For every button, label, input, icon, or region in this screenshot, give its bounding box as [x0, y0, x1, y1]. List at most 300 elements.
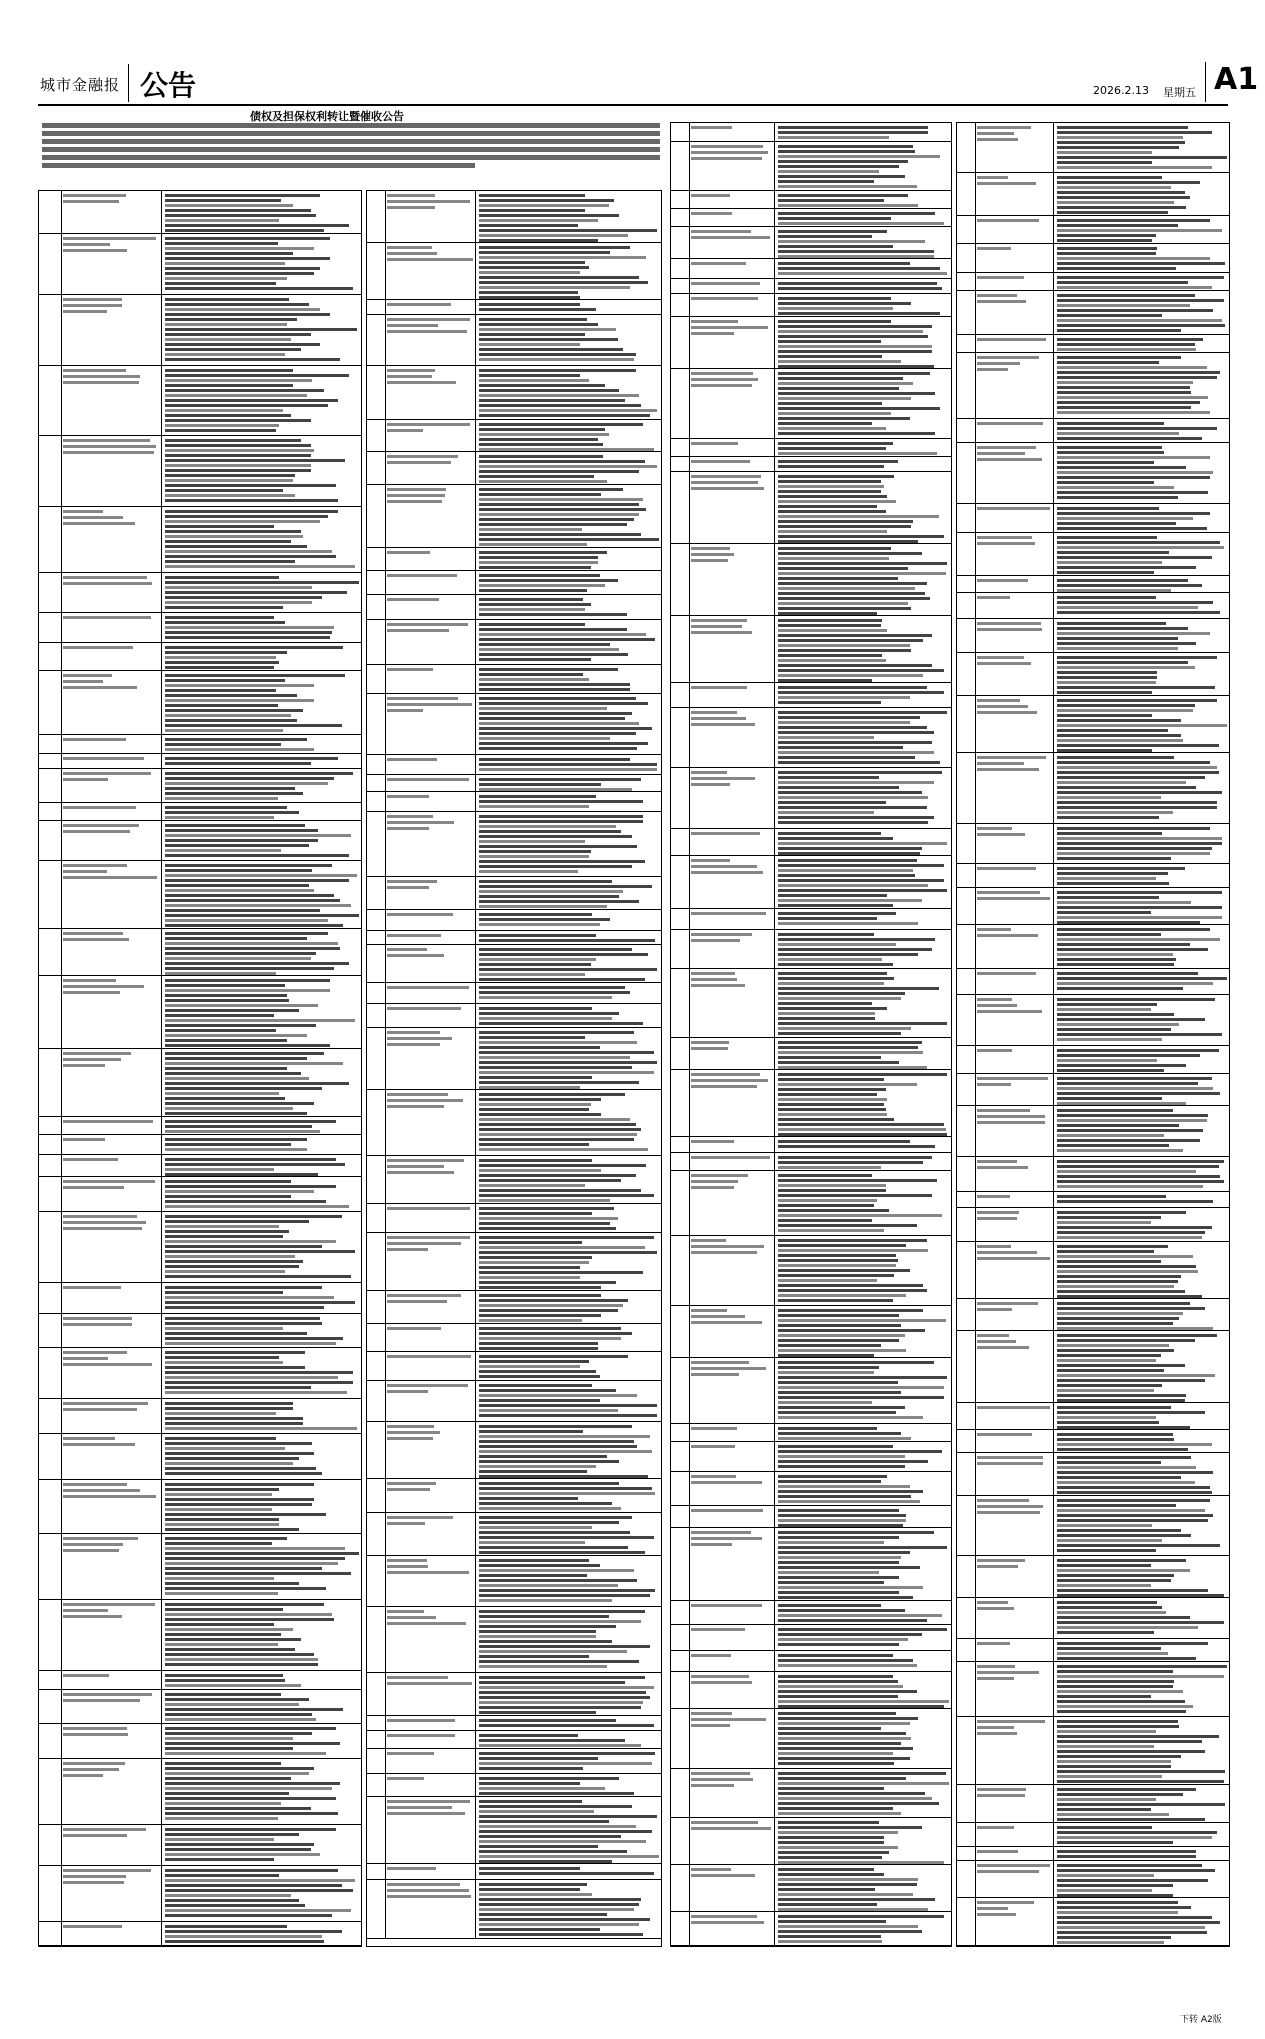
issue-date: 2026.2.13 [1093, 84, 1149, 97]
fine-print-line [778, 659, 886, 662]
fine-print-line [63, 1834, 127, 1837]
guarantee-cell [1055, 696, 1229, 752]
fine-print-line [1057, 1574, 1174, 1577]
row-index-cell [367, 1204, 386, 1232]
fine-print-line [387, 252, 437, 255]
fine-print-line [977, 998, 1012, 1001]
row-index-cell [39, 1314, 62, 1347]
fine-print-line [778, 1179, 937, 1182]
fine-print-line [778, 1531, 934, 1534]
row-index-cell [671, 142, 690, 190]
fine-print-line [165, 287, 353, 290]
table-row [957, 504, 1229, 533]
fine-print-line [778, 267, 940, 270]
guarantee-cell [163, 1177, 361, 1211]
guarantee-cell [776, 294, 951, 316]
fine-print-line [691, 1543, 732, 1546]
fine-print-line [977, 628, 1042, 631]
fine-print-line [165, 1547, 345, 1550]
fine-print-line [1057, 1018, 1205, 1021]
fine-print-line [165, 444, 311, 447]
fine-print-line [479, 428, 605, 431]
fine-print-line [479, 266, 589, 269]
fine-print-line [479, 1923, 639, 1926]
fine-print-line [778, 1685, 903, 1688]
fine-print-line [479, 1830, 652, 1833]
fine-print-line [977, 1433, 1032, 1436]
fine-print-line [479, 498, 643, 501]
debtor-cell [61, 929, 162, 975]
fine-print-line [479, 194, 585, 197]
row-index-cell [671, 1818, 690, 1864]
fine-print-line [165, 1457, 299, 1460]
fine-print-line [1057, 749, 1152, 752]
table-row [39, 1759, 361, 1825]
row-index-cell [367, 1731, 386, 1748]
fine-print-line [479, 1108, 589, 1111]
fine-print-line [778, 1742, 901, 1745]
fine-print-line [479, 895, 619, 898]
fine-print-line [479, 1569, 634, 1572]
guarantee-cell [477, 1156, 661, 1203]
table-row [671, 317, 951, 369]
table-row [39, 1212, 361, 1283]
fine-print-line [1057, 1456, 1191, 1459]
table-row [39, 1399, 361, 1434]
guarantee-cell [163, 573, 361, 612]
fine-print-line [778, 1556, 901, 1559]
fine-print-line [1057, 1231, 1205, 1234]
guarantee-cell [776, 1442, 951, 1471]
fine-print-line [479, 1599, 612, 1602]
fine-print-line [479, 758, 630, 761]
fine-print-line [479, 1551, 645, 1554]
fine-print-line [778, 382, 913, 385]
fine-print-line [691, 1675, 749, 1678]
table-row [367, 1716, 661, 1731]
fine-print-line [479, 389, 619, 392]
table-row [39, 754, 361, 769]
guarantee-cell [776, 1038, 951, 1069]
table-row [957, 1662, 1229, 1717]
fine-print-line [691, 1654, 731, 1657]
fine-print-line [778, 1007, 887, 1010]
fine-print-line [479, 1711, 596, 1714]
fine-print-line [778, 1264, 896, 1267]
fine-print-line [165, 729, 283, 732]
fine-print-line [165, 308, 320, 311]
guarantee-cell [1055, 1242, 1229, 1298]
fine-print-line [778, 1762, 894, 1765]
guarantee-cell [1055, 173, 1229, 215]
fine-print-line [1057, 756, 1174, 759]
debtor-cell [385, 694, 476, 754]
fine-print-line [977, 1864, 1050, 1867]
fine-print-line [63, 1543, 123, 1546]
fine-print-line [165, 1301, 355, 1304]
fine-print-line [165, 303, 309, 306]
fine-print-line [479, 281, 648, 284]
table-row [671, 1358, 951, 1424]
debtor-cell [385, 571, 476, 594]
guarantee-cell [1055, 1106, 1229, 1156]
fine-print-line [479, 1777, 619, 1780]
table-row [671, 279, 951, 294]
debtor-cell [385, 366, 476, 419]
guarantee-cell [477, 1673, 661, 1715]
fine-print-line [479, 948, 632, 951]
fine-print-line [977, 1302, 1038, 1305]
table-row [957, 1898, 1229, 1946]
fine-print-line [165, 560, 295, 563]
fine-print-line [165, 1508, 272, 1511]
table-row [671, 930, 951, 969]
fine-print-line [778, 1586, 923, 1589]
debtor-cell [61, 613, 162, 642]
guarantee-cell [1055, 1861, 1229, 1897]
fine-print-line [165, 419, 311, 422]
row-index-cell [367, 1324, 386, 1351]
fine-print-line [63, 1875, 126, 1878]
table-row [367, 1291, 661, 1324]
fine-print-line [1057, 1921, 1220, 1924]
fine-print-line [977, 1010, 1042, 1013]
fine-print-line [1057, 1831, 1217, 1834]
table-row [671, 259, 951, 279]
fine-print-line [691, 1628, 745, 1631]
fine-print-line [165, 1587, 326, 1590]
fine-print-line [1057, 1354, 1161, 1357]
table-row [671, 768, 951, 829]
fine-print-line [165, 1935, 322, 1938]
fine-print-line [387, 423, 470, 426]
debtor-cell [689, 1424, 775, 1441]
fine-print-line [165, 1427, 357, 1430]
row-index-cell [367, 1352, 386, 1380]
fine-print-line [479, 643, 610, 646]
fine-print-line [165, 1513, 326, 1516]
guarantee-cell [776, 969, 951, 1037]
fine-print-line [1057, 136, 1183, 139]
fine-print-line [1057, 267, 1176, 270]
fine-print-line [1057, 461, 1154, 464]
fine-print-line [1057, 1745, 1154, 1748]
debtor-cell [385, 1352, 476, 1380]
fine-print-line [778, 741, 932, 744]
row-index-cell [367, 420, 386, 451]
table-row [39, 671, 361, 735]
fine-print-line [165, 854, 349, 857]
table-row [367, 452, 661, 485]
guarantee-cell [163, 1534, 361, 1599]
table-row [957, 619, 1229, 653]
fine-print-line [165, 942, 338, 945]
table-row [957, 443, 1229, 504]
table-row [367, 945, 661, 983]
fine-print-line [778, 1915, 944, 1918]
fine-print-line [977, 1913, 1016, 1916]
fine-print-line [1057, 982, 1213, 985]
guarantee-cell [163, 1671, 361, 1689]
table-row [671, 123, 951, 142]
fine-print-line [165, 679, 285, 682]
row-index-cell [957, 969, 976, 994]
table-row [671, 856, 951, 909]
table-row [671, 1171, 951, 1236]
fine-print-line [778, 530, 887, 533]
table-row [367, 931, 661, 945]
fine-print-line [1057, 877, 1156, 880]
fine-print-line [387, 1007, 461, 1010]
fine-print-line [1057, 1134, 1164, 1137]
fine-print-line [691, 487, 764, 490]
fine-print-line [165, 1004, 318, 1007]
fine-print-line [387, 258, 473, 261]
row-index-cell [367, 1004, 386, 1027]
fine-print-line [165, 1567, 322, 1570]
fine-print-line [778, 1546, 947, 1549]
fine-print-line [1057, 627, 1188, 630]
fine-print-line [691, 332, 734, 335]
fine-print-line [977, 972, 1036, 975]
fine-print-line [977, 219, 1039, 222]
fine-print-line [165, 1787, 332, 1790]
fine-print-line [479, 603, 591, 606]
fine-print-line [778, 1878, 918, 1881]
fine-print-line [165, 1452, 314, 1455]
fine-print-line [165, 489, 283, 492]
debtor-cell [689, 1070, 775, 1136]
table-row [671, 544, 951, 616]
table-row [39, 1434, 361, 1480]
fine-print-line [479, 1174, 636, 1177]
fine-print-line [479, 1502, 612, 1505]
fine-print-line [479, 923, 600, 926]
fine-print-line [1057, 247, 1157, 250]
fine-print-line [778, 1485, 910, 1488]
row-index-cell [367, 1749, 386, 1773]
fine-print-line [977, 1601, 1008, 1604]
table-row [671, 294, 951, 317]
row-index-cell [367, 1513, 386, 1555]
fine-print-line [479, 1179, 621, 1182]
debtor-cell [689, 1506, 775, 1527]
fine-print-line [977, 1462, 1043, 1465]
fine-print-line [778, 1757, 910, 1760]
fine-print-line [387, 200, 470, 203]
guarantee-cell [163, 366, 361, 435]
fine-print-line [1057, 191, 1185, 194]
fine-print-line [1057, 676, 1157, 679]
guarantee-cell [477, 1607, 661, 1672]
table-row [671, 1672, 951, 1709]
fine-print-line [977, 1456, 1043, 1459]
guarantee-cell [477, 983, 661, 1003]
table-row [671, 708, 951, 768]
fine-print-line [1057, 1594, 1224, 1597]
guarantee-cell [477, 1716, 661, 1730]
fine-print-line [479, 1752, 655, 1755]
row-index-cell [671, 472, 690, 543]
debtor-cell [689, 1651, 775, 1671]
row-index-cell [671, 930, 690, 968]
row-index-cell [957, 1823, 976, 1846]
fine-print-line [691, 230, 751, 233]
fine-print-line [165, 1112, 307, 1115]
fine-print-line [778, 312, 940, 315]
debtor-cell [689, 1709, 775, 1768]
fine-print-line [165, 999, 289, 1002]
fine-print-line [691, 859, 730, 862]
row-index-cell [39, 613, 62, 642]
table-row [957, 353, 1229, 419]
debtor-cell [61, 803, 162, 820]
fine-print-line [778, 912, 896, 915]
fine-print-line [479, 1199, 610, 1202]
fine-print-line [691, 1315, 745, 1318]
fine-print-line [479, 1189, 641, 1192]
row-index-cell [671, 123, 690, 141]
row-index-cell [957, 533, 976, 575]
fine-print-line [1057, 801, 1217, 804]
fine-print-line [165, 869, 312, 872]
row-index-cell [367, 571, 386, 594]
debtor-cell [975, 1785, 1054, 1822]
fine-print-line [479, 855, 589, 858]
fine-print-line [165, 844, 309, 847]
fine-print-line [1057, 686, 1215, 689]
fine-print-line [165, 797, 278, 800]
fine-print-line [165, 1077, 309, 1080]
fine-print-line [165, 1361, 283, 1364]
fine-print-line [977, 1677, 1014, 1680]
fine-print-line [1057, 1285, 1174, 1288]
fine-print-line [42, 139, 660, 144]
fine-print-line [1057, 691, 1152, 694]
fine-print-line [778, 1289, 927, 1292]
fine-print-line [479, 1098, 601, 1101]
fine-print-line [479, 1342, 598, 1345]
row-index-cell [671, 1038, 690, 1069]
row-index-cell [367, 1291, 386, 1323]
row-index-cell [367, 812, 386, 876]
fine-print-line [165, 1899, 299, 1902]
fine-print-line [1057, 1584, 1151, 1587]
debtor-cell [975, 1192, 1054, 1207]
guarantee-cell [477, 1864, 661, 1879]
table-row [367, 1352, 661, 1381]
fine-print-line [778, 480, 881, 483]
debtor-cell [689, 616, 775, 682]
fine-print-line [387, 194, 435, 197]
fine-print-line [479, 1041, 637, 1044]
fine-print-line [165, 1925, 287, 1928]
debtor-cell [689, 1601, 775, 1624]
fine-print-line [778, 262, 910, 265]
fine-print-line [387, 1522, 425, 1525]
fine-print-line [778, 1174, 872, 1177]
fine-print-line [977, 356, 1039, 359]
fine-print-line [165, 499, 338, 502]
fine-print-line [778, 1416, 923, 1419]
row-index-cell [957, 1453, 976, 1495]
fine-print-line [165, 277, 287, 280]
masthead-divider [128, 64, 129, 102]
fine-print-line [778, 1204, 874, 1207]
fine-print-line [63, 1323, 132, 1326]
fine-print-line [387, 758, 437, 761]
fine-print-line [63, 249, 127, 252]
fine-print-line [1057, 1765, 1171, 1768]
table-row [39, 1671, 361, 1690]
guarantee-cell [1055, 1074, 1229, 1105]
publication-name: 城市金融报 [40, 76, 121, 94]
row-index-cell [671, 209, 690, 226]
fine-print-line [387, 709, 423, 712]
fine-print-line [778, 679, 872, 682]
fine-print-line [479, 493, 601, 496]
fine-print-line [165, 1608, 283, 1611]
fine-print-line [387, 1719, 455, 1722]
fine-print-line [1057, 1317, 1179, 1320]
fine-print-line [1057, 156, 1227, 159]
fine-print-line [165, 1693, 281, 1696]
fine-print-line [1057, 867, 1185, 870]
fine-print-line [387, 1390, 428, 1393]
fine-print-line [479, 1169, 601, 1172]
fine-print-line [479, 1792, 634, 1795]
row-index-cell [39, 295, 62, 365]
fine-print-line [778, 165, 899, 168]
table-row [367, 1797, 661, 1864]
fine-print-line [778, 1609, 905, 1612]
fine-print-line [479, 1093, 625, 1096]
fine-print-line [165, 1107, 293, 1110]
debtor-cell [61, 234, 162, 294]
fine-print-line [165, 1240, 336, 1243]
fine-print-line [63, 991, 120, 994]
fine-print-line [778, 1903, 877, 1906]
fine-print-line [479, 1194, 654, 1197]
fine-print-line [479, 1640, 612, 1643]
fine-print-line [479, 1724, 654, 1727]
fine-print-line [1057, 1033, 1222, 1036]
fine-print-line [479, 1138, 634, 1141]
fine-print-line [479, 1246, 645, 1249]
fine-print-line [1057, 1082, 1198, 1085]
fine-print-line [977, 762, 1024, 765]
table-row [367, 243, 661, 300]
fine-print-line [387, 880, 437, 883]
fine-print-line [1057, 1611, 1166, 1614]
debtor-cell [385, 595, 476, 619]
table-row [957, 653, 1229, 696]
fine-print-line [63, 1437, 115, 1440]
fine-print-line [1057, 206, 1186, 209]
fine-print-line [1057, 1416, 1156, 1419]
fine-print-line [165, 1904, 305, 1907]
fine-print-line [165, 1777, 291, 1780]
guarantee-cell [477, 420, 661, 451]
fine-print-line [1057, 1524, 1152, 1527]
fine-print-line [479, 508, 646, 511]
fine-print-line [778, 726, 927, 729]
guarantee-cell [477, 452, 661, 484]
fine-print-line [165, 806, 287, 809]
debtor-cell [975, 1898, 1054, 1945]
guarantee-cell [477, 1749, 661, 1773]
fine-print-line [1057, 1818, 1205, 1821]
